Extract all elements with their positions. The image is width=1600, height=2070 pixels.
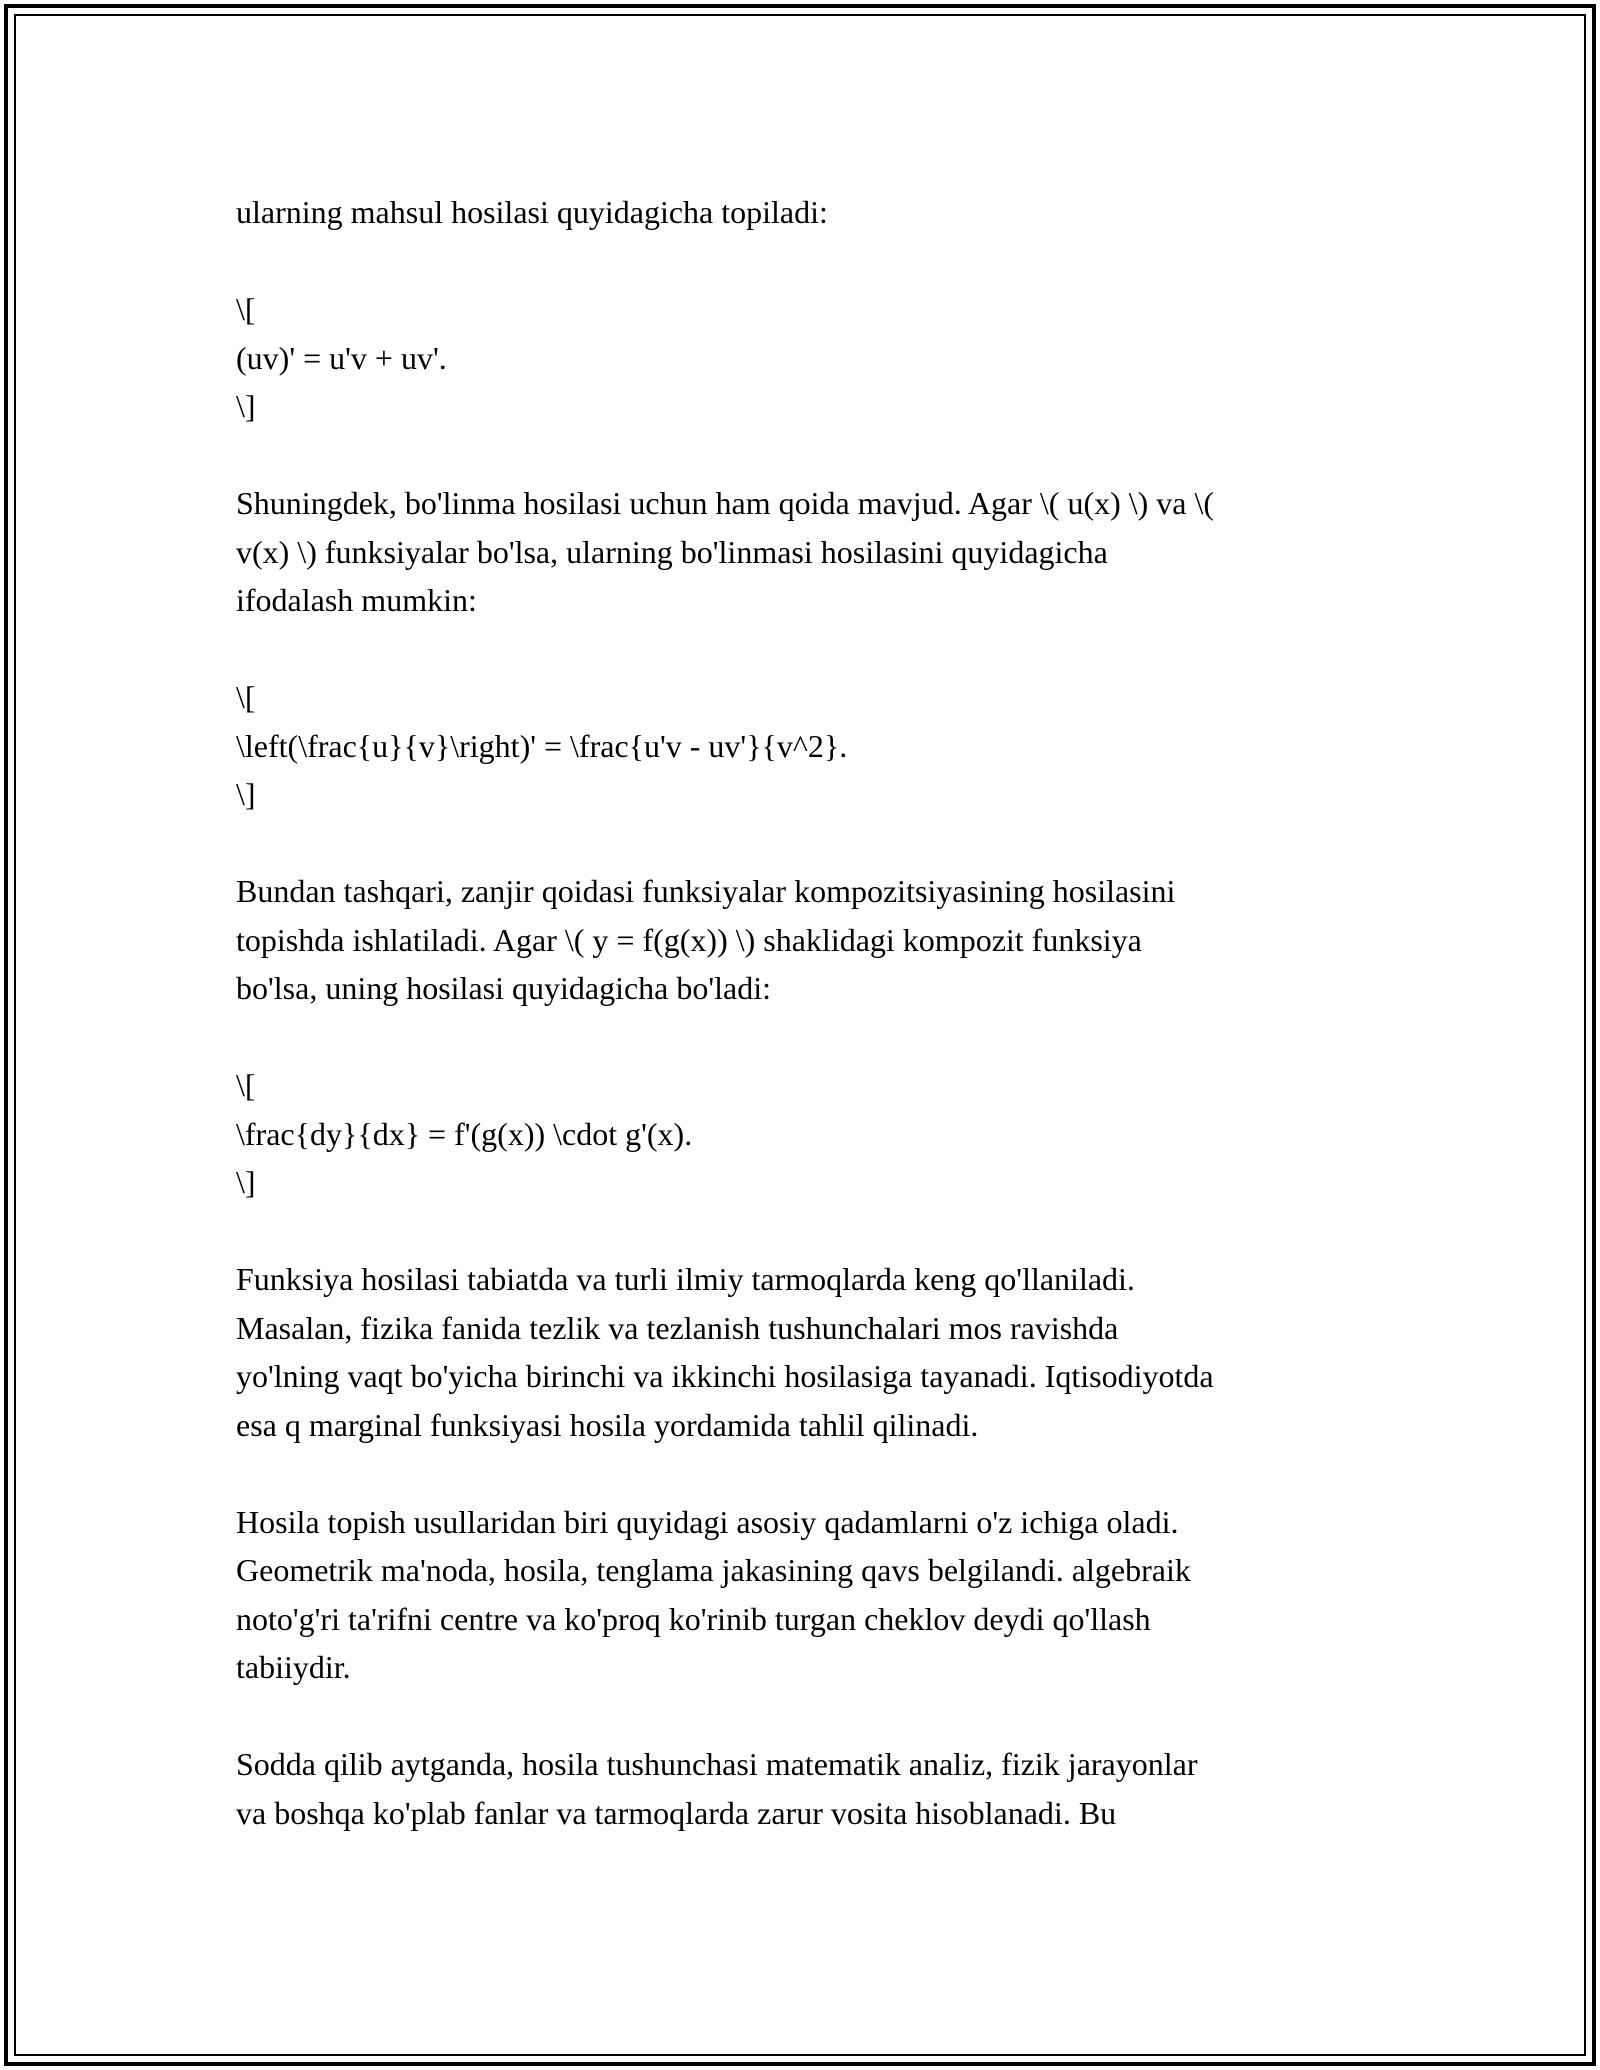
math-block-product-rule	[236, 285, 1376, 431]
math-formula-quotient-rule: \left(\frac{u}{v}\right)' = \frac{u'v - uv'}{v^2}.	[236, 727, 848, 764]
paragraph-quotient-rule-intro: Shuningdek, bo'linma hosilasi uchun ham qoida mavjud. Agar \( u(x) \) va \( v(x) \) funksiyalar bo'lsa, ularning bo'linmasi hosilasini quyidagicha ifodalash mumkin:	[236, 485, 1215, 618]
document-body	[236, 188, 1376, 1837]
math-open-delimiter: \[	[236, 291, 256, 327]
math-close-delimiter: \]	[236, 1164, 256, 1200]
paragraph-chain-rule-intro: Bundan tashqari, zanjir qoidasi funksiyalar kompozitsiyasining hosilasini topishda ishlatiladi. Agar \( y = f(g(x)) \) shaklidagi kompozit funksiya bo'lsa, uning hosilasi quyidagicha bo'ladi:	[236, 873, 1176, 1006]
math-block-quotient-rule	[236, 673, 1376, 819]
math-open-delimiter: \[	[236, 679, 256, 715]
math-formula-product-rule: (uv)' = u'v + uv'.	[236, 339, 447, 376]
math-open-delimiter: \[	[236, 1067, 256, 1103]
math-close-delimiter: \]	[236, 388, 256, 424]
paragraph-summary: Sodda qilib aytganda, hosila tushunchasi matematik analiz, fizik jarayonlar va boshqa ko'plab fanlar va tarmoqlarda zarur vosita hisoblanadi. Bu	[236, 1746, 1198, 1831]
paragraph-applications: Funksiya hosilasi tabiatda va turli ilmiy tarmoqlarda keng qo'llaniladi. Masalan, fizika fanida tezlik va tezlanish tushunchalari mos ravishda yo'lning vaqt bo'yicha birinchi va ikkinchi hosilasiga tayanadi. Iqtisodiyotda esa q marginal funksiyasi hosila yordamida tahlil qilinadi.	[236, 1261, 1214, 1443]
math-close-delimiter: \]	[236, 776, 256, 812]
math-block-chain-rule	[236, 1061, 1376, 1207]
paragraph-product-rule-intro: ularning mahsul hosilasi quyidagicha topiladi:	[236, 194, 828, 230]
math-formula-chain-rule: \frac{dy}{dx} = f'(g(x)) \cdot g'(x).	[236, 1115, 693, 1152]
paragraph-methods: Hosila topish usullaridan biri quyidagi asosiy qadamlarni o'z ichiga oladi. Geometrik ma'noda, hosila, tenglama jakasining qavs belgilandi. algebraik noto'g'ri ta'rifni centre va ko'proq ko'rinib turgan cheklov deydi qo'llash tabiiydir.	[236, 1503, 1191, 1685]
